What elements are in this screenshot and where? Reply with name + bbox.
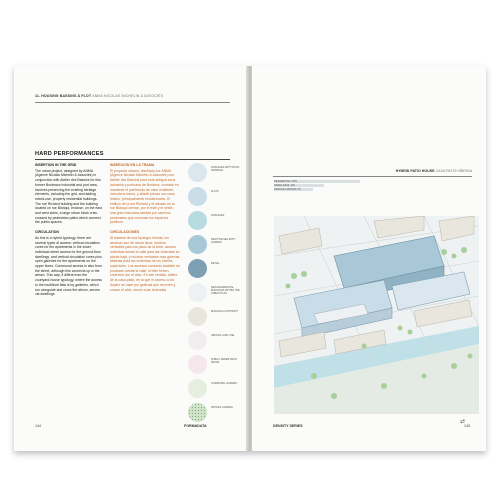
- legend-label: PENTHOUSES WITH GARDEN: [211, 238, 236, 245]
- circulation-text: As this is a hybrid typology, there are several types of access: vertical circulation cores for the apartments in the tower, individual street access for the ground-floor dwellings, and vertical circulation cores plus open galleries for the apartments on the upper floors. Communal access is also from the street, although this connects up in the atrium. This way, it differs from the courtyard-house typology, where the access to the multilevel flats is by galleries, which run alongside and cross the atrium, serves via dwellings.: [35, 235, 103, 297]
- legend-swatch: [188, 211, 207, 230]
- legend-item: [188, 211, 244, 235]
- legend-label: INDOOR LAND USE: [211, 334, 235, 337]
- left-header-title: 11. HOUSING BASSINS À FLOT: [35, 94, 92, 98]
- legend-swatch: [188, 187, 207, 206]
- legend-swatch: [188, 163, 207, 182]
- legend-label: PUBLIC PEDESTRIAN SPACE: [211, 358, 237, 365]
- header-rule: [35, 102, 230, 103]
- legend-item: [188, 235, 244, 259]
- legend-item: [188, 331, 244, 355]
- insercion-text: El proyecto urbano, diseñado por ANMA (Agence Nicolas Michelin & Associés) con Atelier des Bassins para esta antigua zona industrial y portuaria de Burdeos, consiste en mantener el patrimonio de valor existente, incluida la trama, y añadir piezas con usos mixtos, principalmente residenciales. El edificio de la rue Richard y el situado en la rue Blanqui cierran, por el este y el oeste, una gran manzana cariada por caminos peatonales que conectan los espacios públicos.: [110, 168, 179, 225]
- right-header-subtitle: CASA PATIO HÍBRIDA: [435, 169, 472, 173]
- legend-label: FLATS: [211, 190, 219, 193]
- legend-swatch: [188, 403, 207, 422]
- right-folio: 145: [464, 424, 470, 428]
- stat-label: PARKING SPACES: 87: [274, 188, 301, 191]
- left-page: [14, 66, 248, 451]
- legend-swatch: [188, 259, 207, 278]
- legend-label: BUILDING FOOTPRINT: [211, 310, 238, 313]
- aerial-axonometric-drawing: [274, 216, 479, 414]
- legend-swatch: [188, 331, 207, 350]
- stat-label: DWELLINGS: 116: [274, 184, 295, 187]
- page-arrows-icon: ⇄: [460, 419, 466, 425]
- insertion-text: The urban project, designed by ANMA (Agence Nicolas Michelin & Associés) in conjunction with Atelier des Bassins for this former Bordeaux industrial and port area, involves preserving the existing heritage elements, including the grid, and adding mixed-use, property residential buildings. The rue Richard building and the building located on rue Blanqui, enclose, on the east and west sides, a large urban block criss-crossed by pedestrian paths which connect the public spaces.: [35, 168, 102, 225]
- legend-swatch: [188, 355, 207, 374]
- left-folio: 144: [35, 424, 41, 428]
- section-rule: [35, 159, 230, 160]
- legend-item: [188, 283, 244, 307]
- circulaciones-heading: CIRCULACIONES: [110, 230, 140, 235]
- insertion-heading: INSERTION IN THE GRID: [35, 163, 77, 167]
- legend-swatch: [188, 283, 207, 302]
- left-footer-mark: FORM&DATA: [184, 424, 207, 428]
- insercion-heading: INSERCIÓN EN LA TRAMA: [110, 163, 155, 167]
- left-page-header: [35, 94, 163, 98]
- stat-label: RESIDENTIAL 78%: [274, 180, 297, 183]
- right-header-title: HYBRID PATIO HOUSE: [395, 169, 435, 173]
- circulaciones-text: Al tratarse de una tipología híbrida, los accesos son de varios tipos: núcleos verticales para los pisos de la torre, acceso individual desde la calle para las viviendas en planta baja, y núcleos verticales más galerías abiertas para las viviendas de los niveles superiores. Los accesos comunes también se producen desde la calle, si bien tienen conexión con el atrio. En ese sentido, difiere de la casa-patio, en la que el acceso a los dúplex se hace por galerías que recorren y cruzan el atrio, sirven a las viviendas.: [110, 235, 180, 292]
- legend-swatch: [188, 307, 207, 326]
- legend-label: DUPLEXES WITH ROOF TERRACE: [211, 166, 240, 173]
- legend-swatch: [188, 235, 207, 254]
- left-header-subtitle: ANMA NICOLAS MICHELIN & ASSOCIÉS: [92, 94, 164, 98]
- right-page: [252, 66, 486, 451]
- open-book: [14, 66, 486, 451]
- legend-label: NEW RESIDENTIAL BUILDINGS WITHIN THE URBAN PLAN: [211, 286, 240, 296]
- right-footer-mark: DENSITY SERIES: [273, 424, 303, 428]
- legend-item: [188, 163, 244, 187]
- legend-item: [188, 259, 244, 283]
- right-page-header: [396, 169, 472, 173]
- legend-swatch: [188, 379, 207, 398]
- legend: [188, 163, 244, 427]
- legend-item: [188, 307, 244, 331]
- stats-block: [274, 180, 384, 192]
- legend-label: RETAIL: [211, 262, 220, 265]
- section-title: HARD PERFORMANCES: [35, 151, 104, 157]
- legend-label: PRIVATE GARDEN: [211, 406, 233, 409]
- right-header-rule: [273, 176, 472, 177]
- spanish-column: [110, 163, 180, 297]
- legend-item: [188, 187, 244, 211]
- legend-label: COMMUNAL GARDEN: [211, 382, 237, 385]
- stat-row: [274, 188, 384, 192]
- legend-item: [188, 355, 244, 379]
- circulation-heading: CIRCULATION: [35, 230, 59, 235]
- english-column: [35, 163, 103, 302]
- legend-item: [188, 379, 244, 403]
- legend-label: DUPLEXES: [211, 214, 225, 217]
